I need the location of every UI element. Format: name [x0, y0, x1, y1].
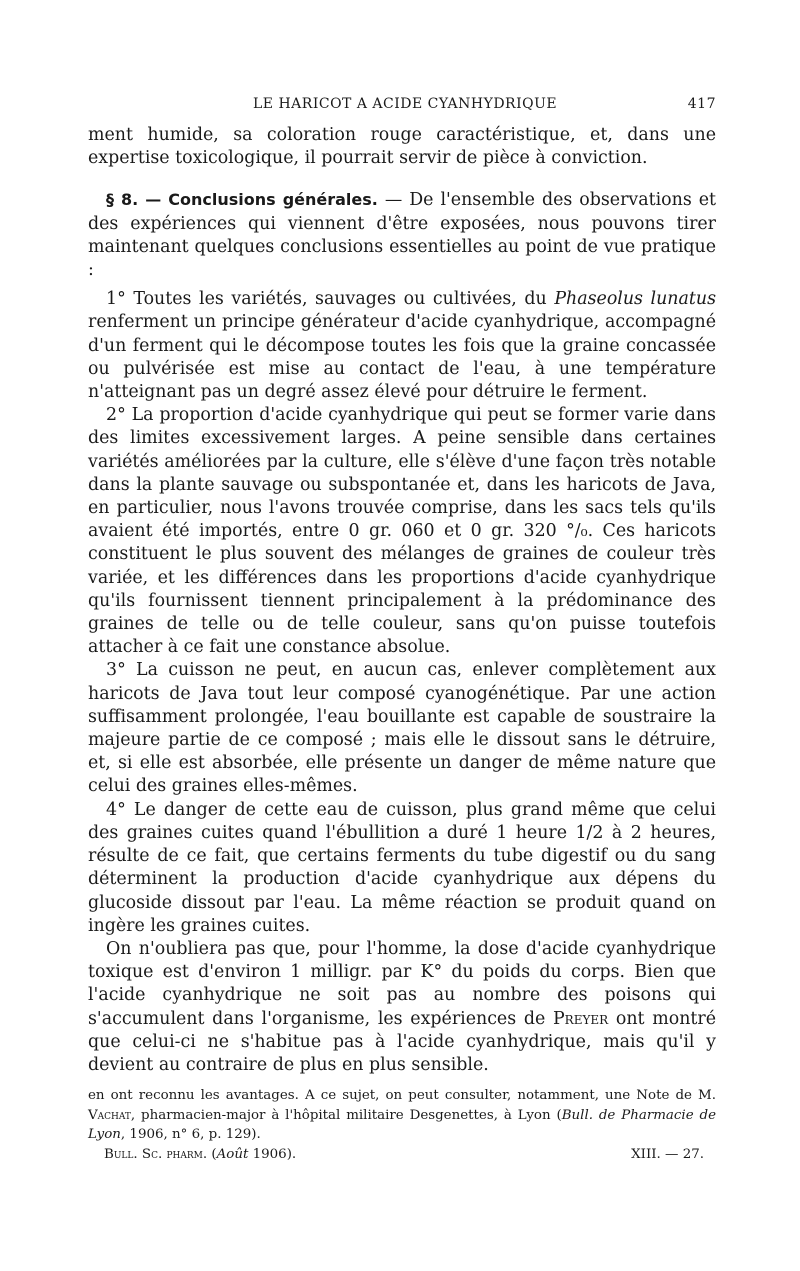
section-8-paragraph: [88, 188, 716, 282]
closing-paragraph: [88, 938, 716, 1077]
species-name: Phaseolus lunatus: [554, 289, 716, 310]
paragraph-continuation: ment humide, sa coloration rouge caractéristique, et, dans une expertise toxicologique, il pourrait servir de pièce à conviction.: [88, 125, 716, 169]
conclusion-3: 3° La cuisson ne peut, en aucun cas, enlever complètement aux haricots de Java tout leur composé cyanogénétique. Par une action suffisamment prolongée, l'eau bouillante est capable de soustraire la majeure partie de ce composé ; mais elle le dissout sans le détruire, et, si elle est absorbée, elle présente un danger de même nature que celui des graines elles-mêmes.: [88, 660, 716, 797]
conclusion-4: 4° Le danger de cette eau de cuisson, plus grand même que celui des graines cuites quand l'ébullition a duré 1 heure 1/2 à 2 heures, résulte de ce fait, que certains ferments du tube digestif ou du sang déterminent la production d'acide cyanhydrique aux dépens du glucoside dissout par l'eau. La même réaction se produit quand on ingère les graines cuites.: [88, 799, 716, 936]
footnote-text-c: , 1906, n° 6, p. 129).: [120, 1127, 261, 1142]
footnote: [88, 1086, 716, 1145]
footnote-text-b: , pharmacien-major à l'hôpital militaire Desgenettes, à Lyon (: [130, 1107, 562, 1123]
running-head: [88, 96, 716, 112]
conclusion-1-text-a: 1° Toutes les variétés, sauvages ou cultivées, du: [106, 289, 555, 310]
footnote-text: [88, 1086, 716, 1145]
running-title: LE HARICOT A ACIDE CYANHYDRIQUE: [253, 96, 558, 112]
page-number: 417: [687, 96, 716, 112]
conclusion-1-text-b: renferment un principe générateur d'acide cyanhydrique, accompagné d'un ferment qui le décompose toutes les fois que la graine concassée ou pulvérisée est mise au contact de l'eau, à une température n'atteignant pas un degré assez élevé pour détruire le ferment.: [88, 312, 716, 403]
closing-text-b: ont montré que celui-ci ne s'habitue pas à l'acide cyanhydrique, mais qu'il y devient au contraire de plus en plus sensible.: [88, 1008, 716, 1075]
author-vachat: Vachat: [88, 1107, 131, 1123]
signature-line: [104, 1147, 704, 1162]
author-preyer: Preyer: [552, 1008, 609, 1029]
section-heading: § 8. — Conclusions générales.: [106, 190, 378, 210]
conclusion-2: 2° La proportion d'acide cyanhydrique qui peut se former varie dans des limites excessivement larges. A peine sensible dans certaines variétés améliorées par la culture, elle s'élève d'une façon très notable dans la plante sauvage ou subspontanée et, dans les haricots de Java, en particulier, nous l'avons trouvée comprise, dans les sacs tels qu'ils avaient été importés, entre 0 gr. 060 et 0 gr. 320 °/₀. Ces haricots constituent le plus souvent des mélanges de graines de couleur très variée, et les différences dans les proportions d'acide cyanhydrique qu'ils fournissent tiennent principalement à la prédominance des graines de telle ou de telle couleur, sans qu'on puisse toutefois attacher à ce fait une constance absolue.: [88, 405, 716, 658]
conclusion-1: [88, 288, 716, 404]
main-text: [88, 124, 716, 1077]
signature-year: 1906).: [248, 1147, 297, 1162]
journal-title: Bull. de Pharmacie de Lyon: [88, 1107, 716, 1142]
signature-month: Août: [216, 1147, 249, 1162]
signature-journal: Bull. Sc. pharm. (: [104, 1147, 217, 1162]
closing-text-a: On n'oubliera pas que, pour l'homme, la dose d'acide cyanhydrique toxique est d'environ 1 milligr. par K° du poids du corps. Bien que l'acide cyanhydrique ne soit pas au nombre des poisons qui s'accumulent dans l'organisme, les expériences de: [88, 938, 716, 1029]
journal-signature: [104, 1147, 296, 1162]
section-intro: — De l'ensemble des observations et des expériences qui viennent d'être exposées, nous pouvons tirer maintenant quelques conclusions essentielles au point de vue pratique :: [88, 190, 717, 281]
footnote-text-a: en ont reconnu les avantages. A ce sujet, on peut consulter, notamment, une Note de M.: [88, 1088, 716, 1103]
volume-signature: XIII. — 27.: [631, 1147, 704, 1162]
